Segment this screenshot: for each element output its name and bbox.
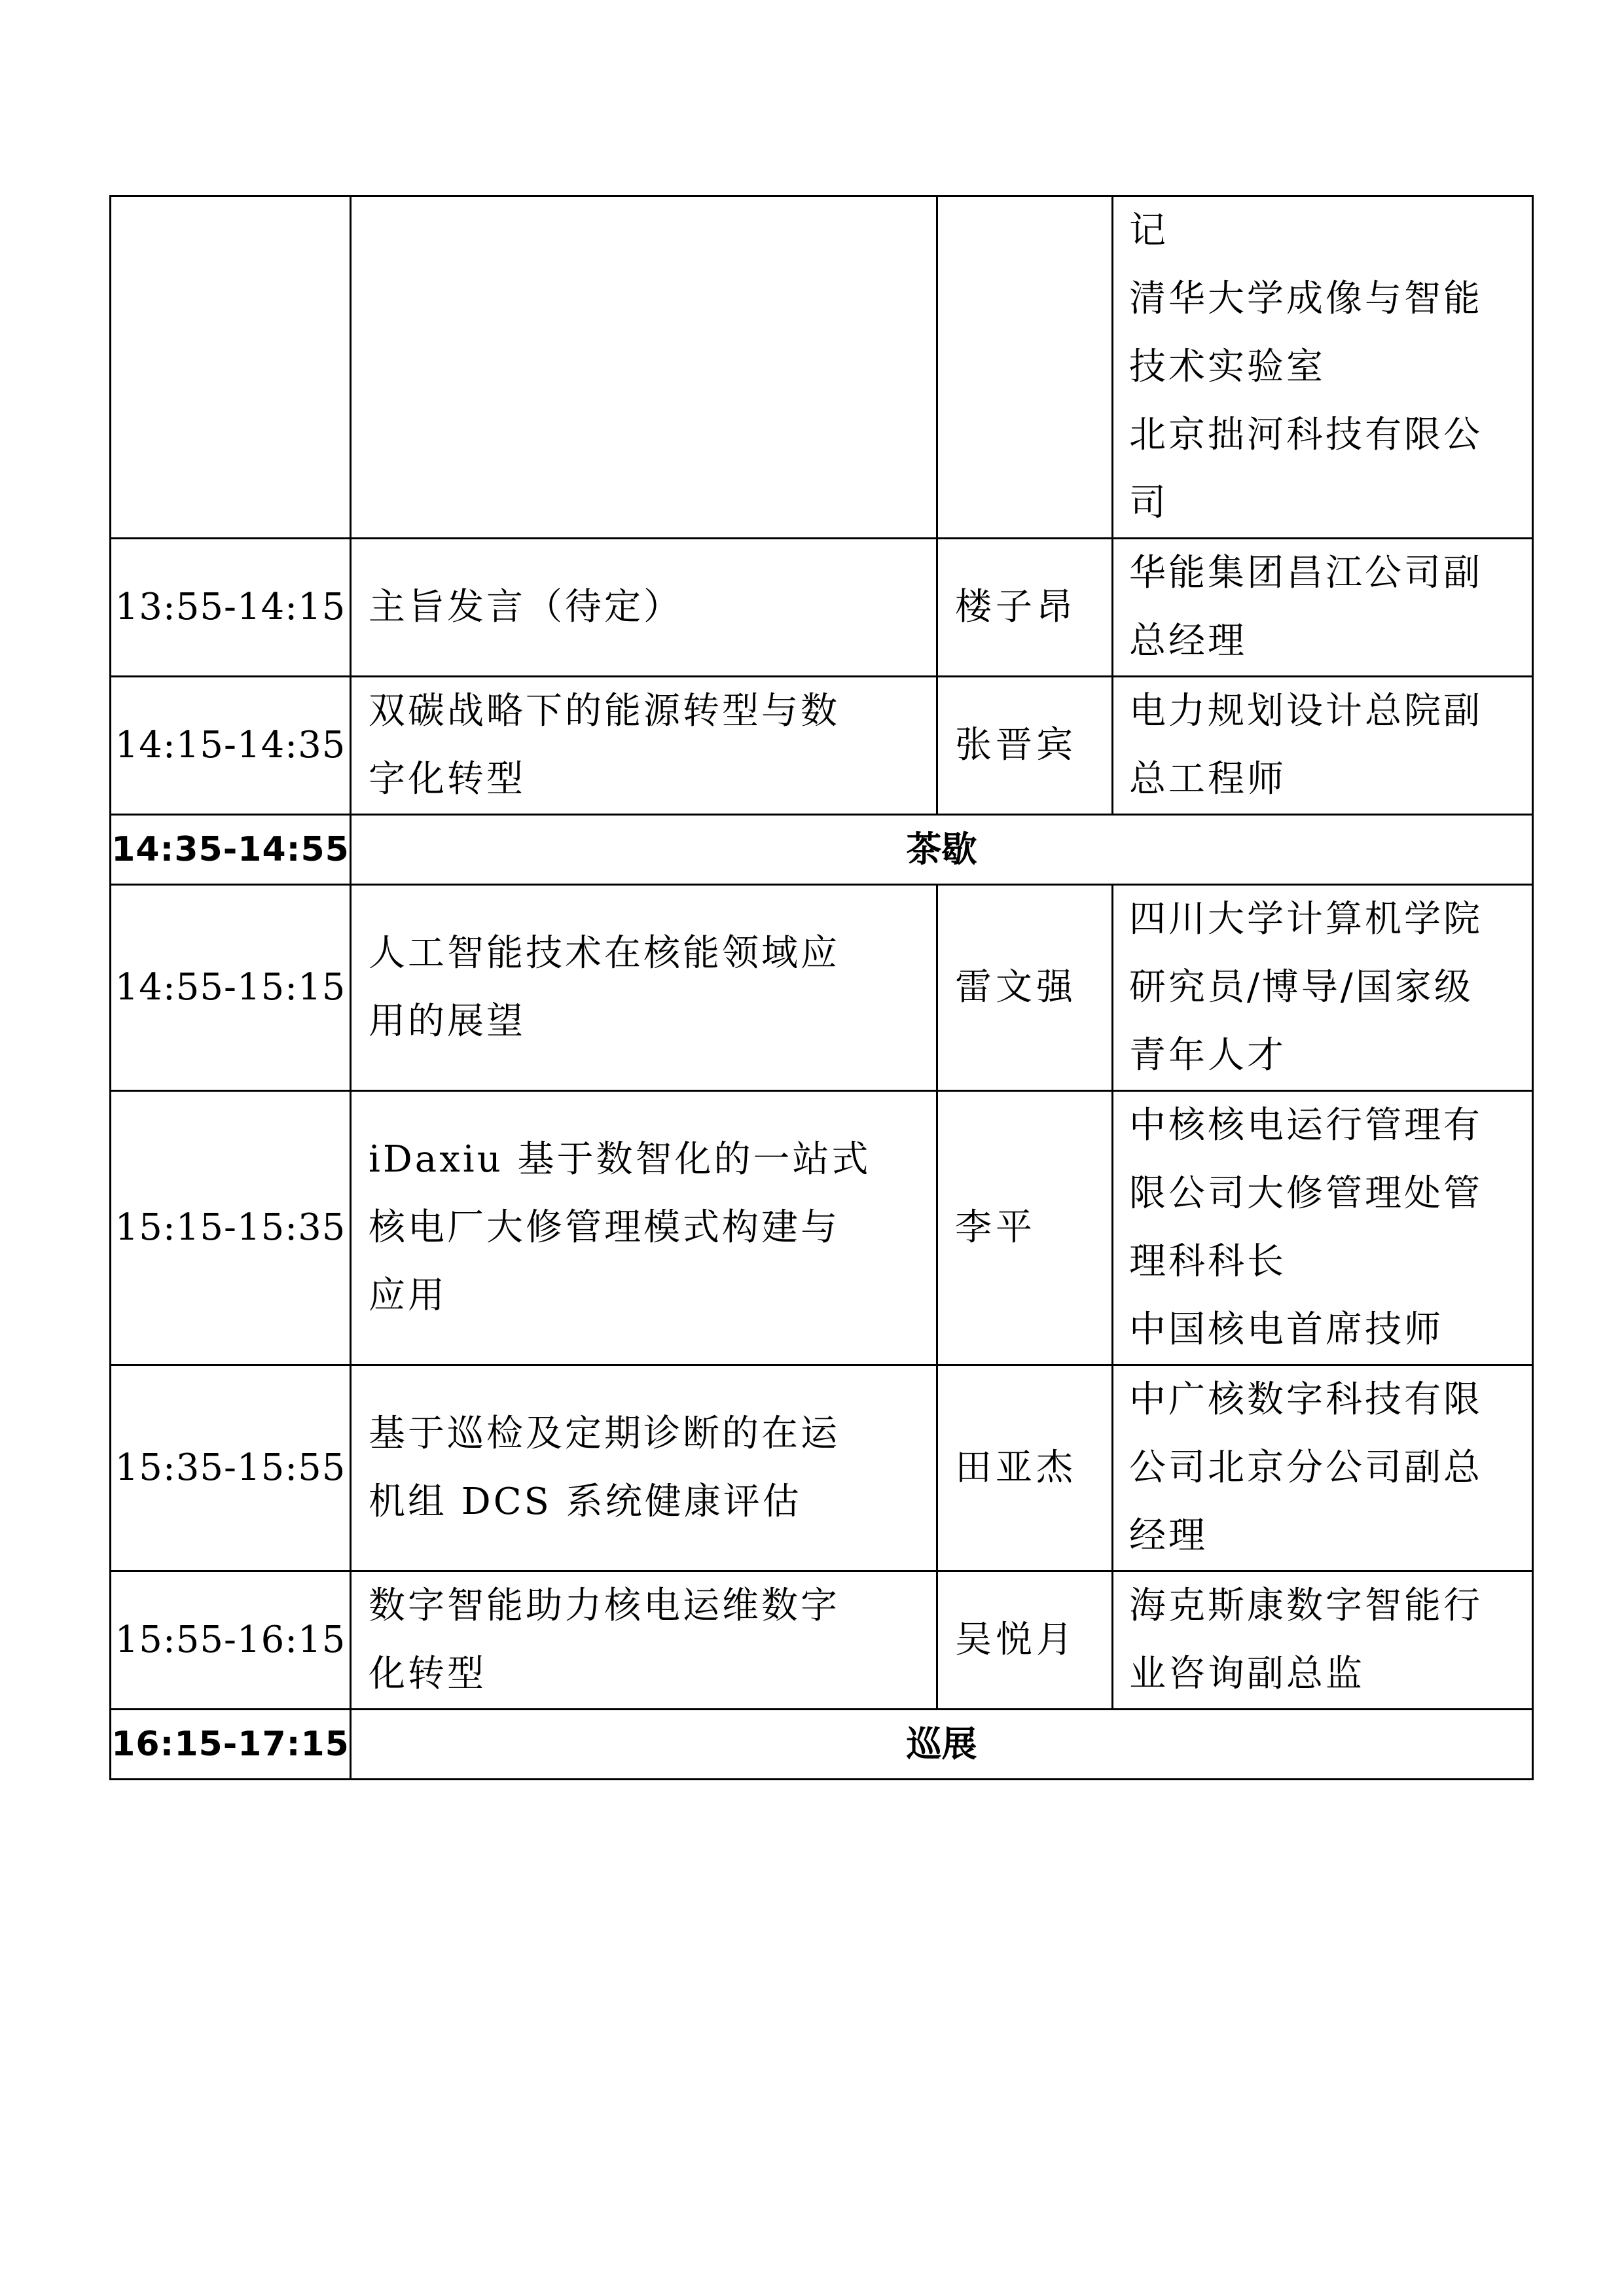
affiliation-line: 电力规划设计总院副 (1129, 690, 1483, 732)
speaker-cell: 楼子昂 (937, 539, 1113, 677)
time-cell: 14:15-14:35 (111, 677, 351, 815)
topic-line: 化转型 (369, 1653, 486, 1695)
affiliation-line: 清华大学成像与智能 (1129, 278, 1483, 320)
speaker-cell: 张晋宾 (937, 677, 1113, 815)
time-cell: 15:55-16:15 (111, 1571, 351, 1710)
affiliation-line: 经理 (1129, 1515, 1208, 1557)
topic-line: 双碳战略下的能源转型与数 (369, 690, 840, 732)
affiliation-cell (1113, 885, 1533, 1091)
affiliation-line: 青年人才 (1129, 1034, 1286, 1077)
time-cell (111, 196, 351, 539)
topic-line: 数字智能助力核电运维数字 (369, 1585, 840, 1627)
time-cell: 14:35-14:55 (111, 815, 351, 885)
topic-cell (351, 1091, 937, 1365)
topic-line: 机组 DCS 系统健康评估 (369, 1480, 802, 1523)
affiliation-line: 技术实验室 (1129, 346, 1326, 388)
affiliation-line: 业咨询副总监 (1129, 1653, 1365, 1695)
time-cell: 14:55-15:15 (111, 885, 351, 1091)
table-row (111, 1571, 1533, 1710)
topic-line: 核电厂大修管理模式构建与 (369, 1206, 840, 1249)
speaker-cell (937, 196, 1113, 539)
table-row (111, 1710, 1533, 1780)
speaker-cell: 李平 (937, 1091, 1113, 1365)
affiliation-line: 司 (1129, 482, 1168, 524)
topic-line: 主旨发言（待定） (369, 586, 683, 628)
table-row (111, 1365, 1533, 1571)
speaker-cell: 田亚杰 (937, 1365, 1113, 1571)
affiliation-line: 北京拙河科技有限公 (1129, 414, 1483, 456)
topic-cell (351, 1365, 937, 1571)
table-row (111, 1091, 1533, 1365)
affiliation-line: 公司北京分公司副总 (1129, 1446, 1483, 1489)
topic-cell (351, 1571, 937, 1710)
time-cell: 15:35-15:55 (111, 1365, 351, 1571)
time-cell: 15:15-15:35 (111, 1091, 351, 1365)
topic-cell (351, 677, 937, 815)
tour-label: 巡展 (351, 1710, 1533, 1780)
time-cell: 16:15-17:15 (111, 1710, 351, 1780)
affiliation-line: 四川大学计算机学院 (1129, 898, 1483, 941)
topic-cell (351, 539, 937, 677)
table-row (111, 196, 1533, 539)
affiliation-cell (1113, 1365, 1533, 1571)
agenda-table (109, 195, 1534, 1780)
topic-line: iDaxiu 基于数智化的一站式 (369, 1138, 871, 1181)
affiliation-cell (1113, 1571, 1533, 1710)
topic-line: 用的展望 (369, 1000, 526, 1043)
speaker-cell: 雷文强 (937, 885, 1113, 1091)
affiliation-cell (1113, 196, 1533, 539)
affiliation-line: 总经理 (1129, 620, 1247, 662)
speaker-cell: 吴悦月 (937, 1571, 1113, 1710)
affiliation-cell (1113, 677, 1533, 815)
table-row (111, 885, 1533, 1091)
affiliation-line: 海克斯康数字智能行 (1129, 1585, 1483, 1627)
affiliation-line: 记 (1129, 209, 1168, 252)
time-cell: 13:55-14:15 (111, 539, 351, 677)
topic-line: 字化转型 (369, 758, 526, 800)
affiliation-line: 中国核电首席技师 (1129, 1308, 1443, 1351)
affiliation-line: 研究员/博导/国家级 (1129, 966, 1473, 1009)
topic-line: 应用 (369, 1274, 447, 1317)
topic-cell (351, 196, 937, 539)
affiliation-line: 限公司大修管理处管 (1129, 1172, 1483, 1215)
affiliation-cell (1113, 539, 1533, 677)
affiliation-line: 中核核电运行管理有 (1129, 1104, 1483, 1147)
affiliation-line: 华能集团昌江公司副 (1129, 552, 1483, 594)
affiliation-line: 中广核数字科技有限 (1129, 1378, 1483, 1421)
topic-cell (351, 885, 937, 1091)
table-row (111, 539, 1533, 677)
affiliation-line: 理科科长 (1129, 1240, 1286, 1283)
affiliation-line: 总工程师 (1129, 758, 1286, 800)
break-label: 茶歇 (351, 815, 1533, 885)
affiliation-cell (1113, 1091, 1533, 1365)
topic-line: 基于巡检及定期诊断的在运 (369, 1412, 840, 1455)
table-row (111, 815, 1533, 885)
table-row (111, 677, 1533, 815)
topic-line: 人工智能技术在核能领域应 (369, 932, 840, 975)
